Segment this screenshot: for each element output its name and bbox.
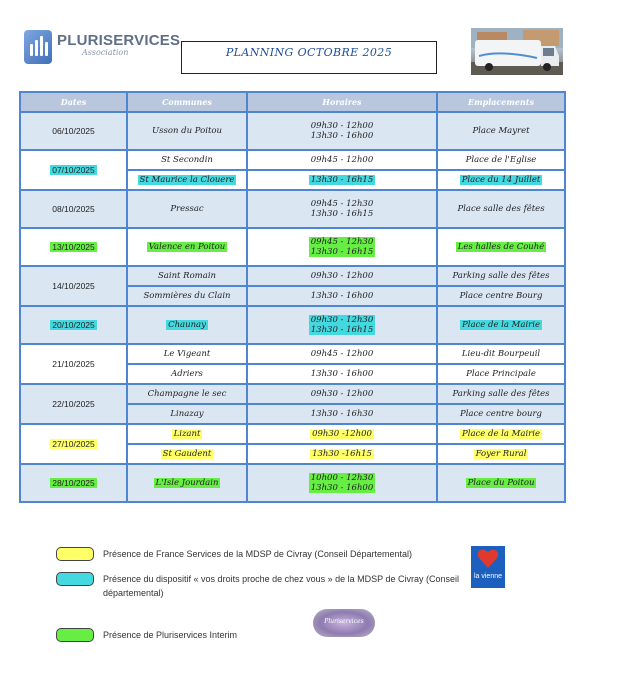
- hours-text: [309, 155, 376, 165]
- place-cell: [437, 150, 565, 170]
- commune-text: Valence en Poitou: [148, 242, 226, 252]
- date-cell: [20, 344, 127, 384]
- commune-cell: [127, 150, 247, 170]
- date-cell: [20, 306, 127, 344]
- commune-cell: [127, 364, 247, 384]
- pluri-logo-text: Pluriservices: [324, 618, 364, 625]
- hours-text: [309, 409, 376, 419]
- place-cell: [437, 464, 565, 502]
- hours-text: [309, 369, 376, 379]
- place-cell: [437, 286, 565, 306]
- legend-swatch: [56, 547, 94, 561]
- hours-line: 09h45 - 12h30: [310, 199, 374, 209]
- hours-cell: [247, 364, 437, 384]
- place-text: Lieu-dit Bourpeuil: [461, 349, 541, 359]
- place-text: Place Mayret: [472, 126, 530, 136]
- column-header-horaires: Horaires: [247, 92, 437, 112]
- commune-cell: [127, 344, 247, 364]
- place-cell: [437, 424, 565, 444]
- commune-text: St Gaudent: [162, 449, 212, 459]
- date-text: 13/10/2025: [52, 242, 95, 252]
- legend-text: Présence du dispositif « vos droits proche de chez vous » de la MDSP de Civray (Conseil départemental): [103, 574, 460, 598]
- vienne-department-logo: [471, 546, 505, 588]
- hours-text: [309, 389, 376, 399]
- date-cell: [20, 464, 127, 502]
- place-cell: [437, 404, 565, 424]
- date-text: 06/10/2025: [52, 126, 95, 136]
- place-text: Place salle des fêtes: [457, 204, 545, 214]
- hours-text: [309, 121, 376, 141]
- hours-line: 09h30 - 12h30: [310, 315, 374, 325]
- place-text: Parking salle des fêtes: [452, 389, 550, 399]
- hours-line: 13h30 - 16h00: [310, 131, 374, 141]
- hours-line: 13h30 - 16h00: [310, 483, 374, 493]
- commune-cell: [127, 464, 247, 502]
- hours-text: [309, 199, 376, 219]
- date-cell: [20, 384, 127, 424]
- place-cell: [437, 170, 565, 190]
- column-header-communes: Communes: [127, 92, 247, 112]
- hours-cell: [247, 150, 437, 170]
- hours-text: [309, 349, 376, 359]
- commune-text: St Secondin: [161, 155, 213, 165]
- commune-text: Le Vigeant: [163, 349, 211, 359]
- commune-cell: [127, 170, 247, 190]
- date-cell: [20, 190, 127, 228]
- hours-text: [309, 237, 376, 257]
- place-cell: [437, 344, 565, 364]
- legend-text: Présence de France Services de la MDSP de Civray (Conseil Départemental): [103, 549, 412, 559]
- legend-text: Présence de Pluriservices Interim: [103, 630, 238, 640]
- org-name: PLURISERVICES: [57, 32, 181, 49]
- date-cell: [20, 150, 127, 190]
- place-text: Place de la Mairie: [462, 429, 540, 439]
- hours-line: 13h30 - 16h15: [310, 247, 374, 257]
- commune-cell: [127, 404, 247, 424]
- hours-line: 09h30 -12h00: [312, 429, 372, 439]
- place-cell: [437, 112, 565, 150]
- date-text: 14/10/2025: [52, 281, 95, 291]
- place-cell: [437, 228, 565, 266]
- table-row: [20, 306, 565, 344]
- schedule-table: [19, 91, 566, 503]
- commune-text: St Maurice la Clouere: [139, 175, 235, 185]
- commune-text: Sommières du Clain: [143, 291, 231, 301]
- place-text: Place de la Mairie: [462, 320, 540, 330]
- place-cell: [437, 384, 565, 404]
- column-header-dates: Dates: [20, 92, 127, 112]
- hours-cell: [247, 190, 437, 228]
- date-text: 27/10/2025: [52, 439, 95, 449]
- table-row: [20, 112, 565, 150]
- commune-cell: [127, 424, 247, 444]
- hours-cell: [247, 384, 437, 404]
- hours-cell: [247, 344, 437, 364]
- place-text: Parking salle des fêtes: [452, 271, 550, 281]
- commune-cell: [127, 286, 247, 306]
- hours-text: [309, 315, 376, 335]
- hours-cell: [247, 170, 437, 190]
- date-text: 21/10/2025: [52, 359, 95, 369]
- commune-cell: [127, 112, 247, 150]
- hours-cell: [247, 424, 437, 444]
- table-row: [20, 228, 565, 266]
- commune-text: Chaunay: [168, 320, 206, 330]
- column-header-emplacements: Emplacements: [437, 92, 565, 112]
- pluriservices-logo: [24, 30, 181, 64]
- commune-text: Pressac: [170, 204, 204, 214]
- place-text: Place centre Bourg: [459, 291, 543, 301]
- legend-swatch: [56, 572, 94, 586]
- hours-line: 10h00 - 12h30: [310, 473, 374, 483]
- hours-text: [309, 291, 376, 301]
- table-row: [20, 266, 565, 286]
- place-cell: [437, 190, 565, 228]
- pluriservices-interim-logo: [313, 609, 375, 637]
- hours-cell: [247, 112, 437, 150]
- commune-text: Saint Romain: [157, 271, 217, 281]
- camper-van-photo: [471, 28, 563, 75]
- place-text: Foyer Rural: [475, 449, 527, 459]
- hours-cell: [247, 286, 437, 306]
- hours-text: [310, 429, 374, 439]
- commune-text: Usson du Poitou: [151, 126, 223, 136]
- hours-line: 09h45 - 12h00: [310, 155, 374, 165]
- hours-cell: [247, 444, 437, 464]
- hours-cell: [247, 228, 437, 266]
- hours-line: 09h30 - 12h00: [310, 271, 374, 281]
- hours-text: [310, 449, 374, 459]
- place-text: Place du 14 Juillet: [461, 175, 541, 185]
- date-cell: [20, 228, 127, 266]
- hours-line: 09h45 - 12h00: [310, 349, 374, 359]
- place-text: Place du Poitou: [467, 478, 535, 488]
- place-text: Les halles de Couhé: [457, 242, 545, 252]
- hours-line: 09h30 - 12h00: [310, 389, 374, 399]
- table-row: [20, 424, 565, 444]
- date-text: 08/10/2025: [52, 204, 95, 214]
- commune-cell: [127, 384, 247, 404]
- date-cell: [20, 112, 127, 150]
- hours-cell: [247, 266, 437, 286]
- commune-text: Champagne le sec: [147, 389, 227, 399]
- hours-line: 13h30 -16h15: [312, 449, 372, 459]
- commune-text: L'Isle Jourdain: [155, 478, 219, 488]
- date-text: 28/10/2025: [52, 478, 95, 488]
- logo-mark-icon: [24, 30, 52, 64]
- hours-line: 13h30 - 16h15: [310, 175, 374, 185]
- commune-text: Adriers: [171, 369, 203, 379]
- table-row: [20, 384, 565, 404]
- commune-cell: [127, 190, 247, 228]
- hours-line: 09h45 - 12h30: [310, 237, 374, 247]
- table-row: [20, 190, 565, 228]
- table-row: [20, 464, 565, 502]
- legend-swatch: [56, 628, 94, 642]
- org-subtitle: Association: [82, 48, 129, 57]
- commune-cell: [127, 444, 247, 464]
- commune-cell: [127, 266, 247, 286]
- place-cell: [437, 364, 565, 384]
- hours-cell: [247, 464, 437, 502]
- table-header-row: [20, 92, 565, 112]
- hours-text: [309, 473, 376, 493]
- hours-line: 13h30 - 16h15: [310, 325, 374, 335]
- place-text: Place Principale: [466, 369, 536, 379]
- commune-text: Lizant: [173, 429, 201, 439]
- commune-text: Linazay: [170, 409, 204, 419]
- date-text: 07/10/2025: [52, 165, 95, 175]
- table-row: [20, 150, 565, 170]
- vienne-logo-text: la vienne: [473, 573, 503, 580]
- table-row: [20, 344, 565, 364]
- date-cell: [20, 266, 127, 306]
- hours-line: 13h30 - 16h15: [310, 209, 374, 219]
- hours-line: 13h30 - 16h30: [310, 409, 374, 419]
- page-title: PLANNING OCTOBRE 2025: [225, 46, 393, 59]
- hours-line: 09h30 - 12h00: [310, 121, 374, 131]
- hours-text: [309, 175, 376, 185]
- place-cell: [437, 266, 565, 286]
- hours-text: [309, 271, 376, 281]
- hours-line: 13h30 - 16h00: [310, 291, 374, 301]
- date-text: 20/10/2025: [52, 320, 95, 330]
- title-box: [181, 41, 437, 74]
- place-text: Place centre bourg: [459, 409, 542, 419]
- hours-cell: [247, 404, 437, 424]
- place-cell: [437, 306, 565, 344]
- place-text: Place de l'Eglise: [465, 155, 537, 165]
- hours-cell: [247, 306, 437, 344]
- place-cell: [437, 444, 565, 464]
- commune-cell: [127, 306, 247, 344]
- hours-line: 13h30 - 16h00: [310, 369, 374, 379]
- commune-cell: [127, 228, 247, 266]
- date-text: 22/10/2025: [52, 399, 95, 409]
- date-cell: [20, 424, 127, 464]
